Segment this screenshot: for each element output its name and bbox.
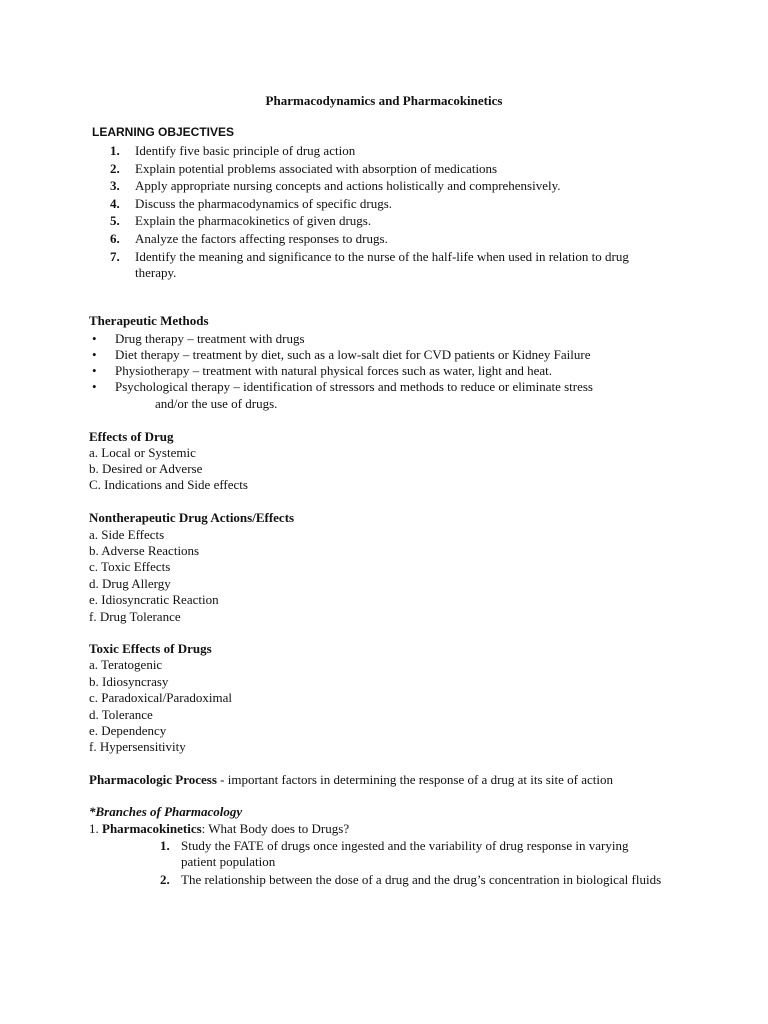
branch-item bbox=[89, 821, 349, 837]
pharmacologic-process-definition: - important factors in determining the response of a drug at its site of action bbox=[216, 772, 613, 787]
toxic-effects-heading: Toxic Effects of Drugs bbox=[89, 641, 212, 656]
bullet-icon: • bbox=[92, 379, 97, 394]
therapeutic-method-item: Physiotherapy – treatment with natural physical forces such as water, light and heat. bbox=[115, 363, 553, 378]
toxic-effect-item: b. Idiosyncrasy bbox=[89, 674, 169, 689]
pharmacologic-process-line bbox=[89, 772, 613, 788]
objective-number: 6. bbox=[110, 231, 120, 246]
objective-number: 5. bbox=[110, 213, 120, 228]
branch-item-description: : What Body does to Drugs? bbox=[201, 821, 350, 836]
effects-of-drug-heading: Effects of Drug bbox=[89, 429, 174, 444]
sub-item-number: 2. bbox=[160, 872, 170, 887]
toxic-effect-item: e. Dependency bbox=[89, 723, 167, 738]
toxic-effect-item: a. Teratogenic bbox=[89, 657, 163, 672]
objective-text: Apply appropriate nursing concepts and actions holistically and comprehensively. bbox=[135, 178, 561, 193]
nontherapeutic-item: e. Idiosyncratic Reaction bbox=[89, 592, 219, 607]
objective-text: Identify five basic principle of drug action bbox=[135, 143, 356, 158]
therapeutic-method-item: Drug therapy – treatment with drugs bbox=[115, 331, 305, 346]
branch-item-number: 1. bbox=[89, 821, 102, 836]
toxic-effect-item: d. Tolerance bbox=[89, 707, 153, 722]
document-title: Pharmacodynamics and Pharmacokinetics bbox=[265, 93, 503, 108]
toxic-effect-item: f. Hypersensitivity bbox=[89, 739, 186, 754]
effect-item: b. Desired or Adverse bbox=[89, 461, 203, 476]
objective-text: Discuss the pharmacodynamics of specific drugs. bbox=[135, 196, 393, 211]
objective-number: 4. bbox=[110, 196, 120, 211]
branches-heading bbox=[89, 804, 242, 820]
bullet-icon: • bbox=[92, 363, 97, 378]
nontherapeutic-item: c. Toxic Effects bbox=[89, 559, 171, 574]
branches-heading-text: *Branches of Pharmacology bbox=[89, 804, 243, 819]
therapeutic-method-item: Diet therapy – treatment by diet, such as a low-salt diet for CVD patients or Kidney Failure bbox=[115, 347, 591, 362]
learning-objectives-heading: LEARNING OBJECTIVES bbox=[92, 125, 235, 139]
sub-item-number: 1. bbox=[160, 838, 170, 853]
objective-text: Explain the pharmacokinetics of given drugs. bbox=[135, 213, 372, 228]
nontherapeutic-heading: Nontherapeutic Drug Actions/Effects bbox=[89, 510, 295, 525]
objective-number: 3. bbox=[110, 178, 120, 193]
nontherapeutic-item: b. Adverse Reactions bbox=[89, 543, 200, 558]
effect-item: C. Indications and Side effects bbox=[89, 477, 248, 492]
objective-text: Analyze the factors affecting responses to drugs. bbox=[135, 231, 388, 246]
therapeutic-method-item: Psychological therapy – identification of stressors and methods to reduce or eliminate stress bbox=[115, 379, 593, 394]
objective-number: 2. bbox=[110, 161, 120, 176]
therapeutic-method-continuation: and/or the use of drugs. bbox=[155, 396, 278, 411]
sub-item-text: The relationship between the dose of a drug and the drug’s concentration in biological fluids bbox=[181, 872, 662, 887]
objective-text: Explain potential problems associated with absorption of medications bbox=[135, 161, 498, 176]
objective-number: 7. bbox=[110, 249, 120, 264]
objective-text: Identify the meaning and significance to the nurse of the half-life when used in relation to drug therapy. bbox=[135, 249, 629, 280]
effect-item: a. Local or Systemic bbox=[89, 445, 196, 460]
toxic-effect-item: c. Paradoxical/Paradoximal bbox=[89, 690, 232, 705]
objective-number: 1. bbox=[110, 143, 120, 158]
sub-item-text: Study the FATE of drugs once ingested and the variability of drug response in varying patient population bbox=[181, 838, 629, 869]
nontherapeutic-item: a. Side Effects bbox=[89, 527, 165, 542]
therapeutic-methods-heading: Therapeutic Methods bbox=[89, 313, 209, 328]
bullet-icon: • bbox=[92, 331, 97, 346]
branch-item-term: Pharmacokinetics bbox=[102, 821, 202, 836]
nontherapeutic-item: f. Drug Tolerance bbox=[89, 609, 181, 624]
bullet-icon: • bbox=[92, 347, 97, 362]
nontherapeutic-item: d. Drug Allergy bbox=[89, 576, 171, 591]
pharmacologic-process-term: Pharmacologic Process bbox=[89, 772, 217, 787]
